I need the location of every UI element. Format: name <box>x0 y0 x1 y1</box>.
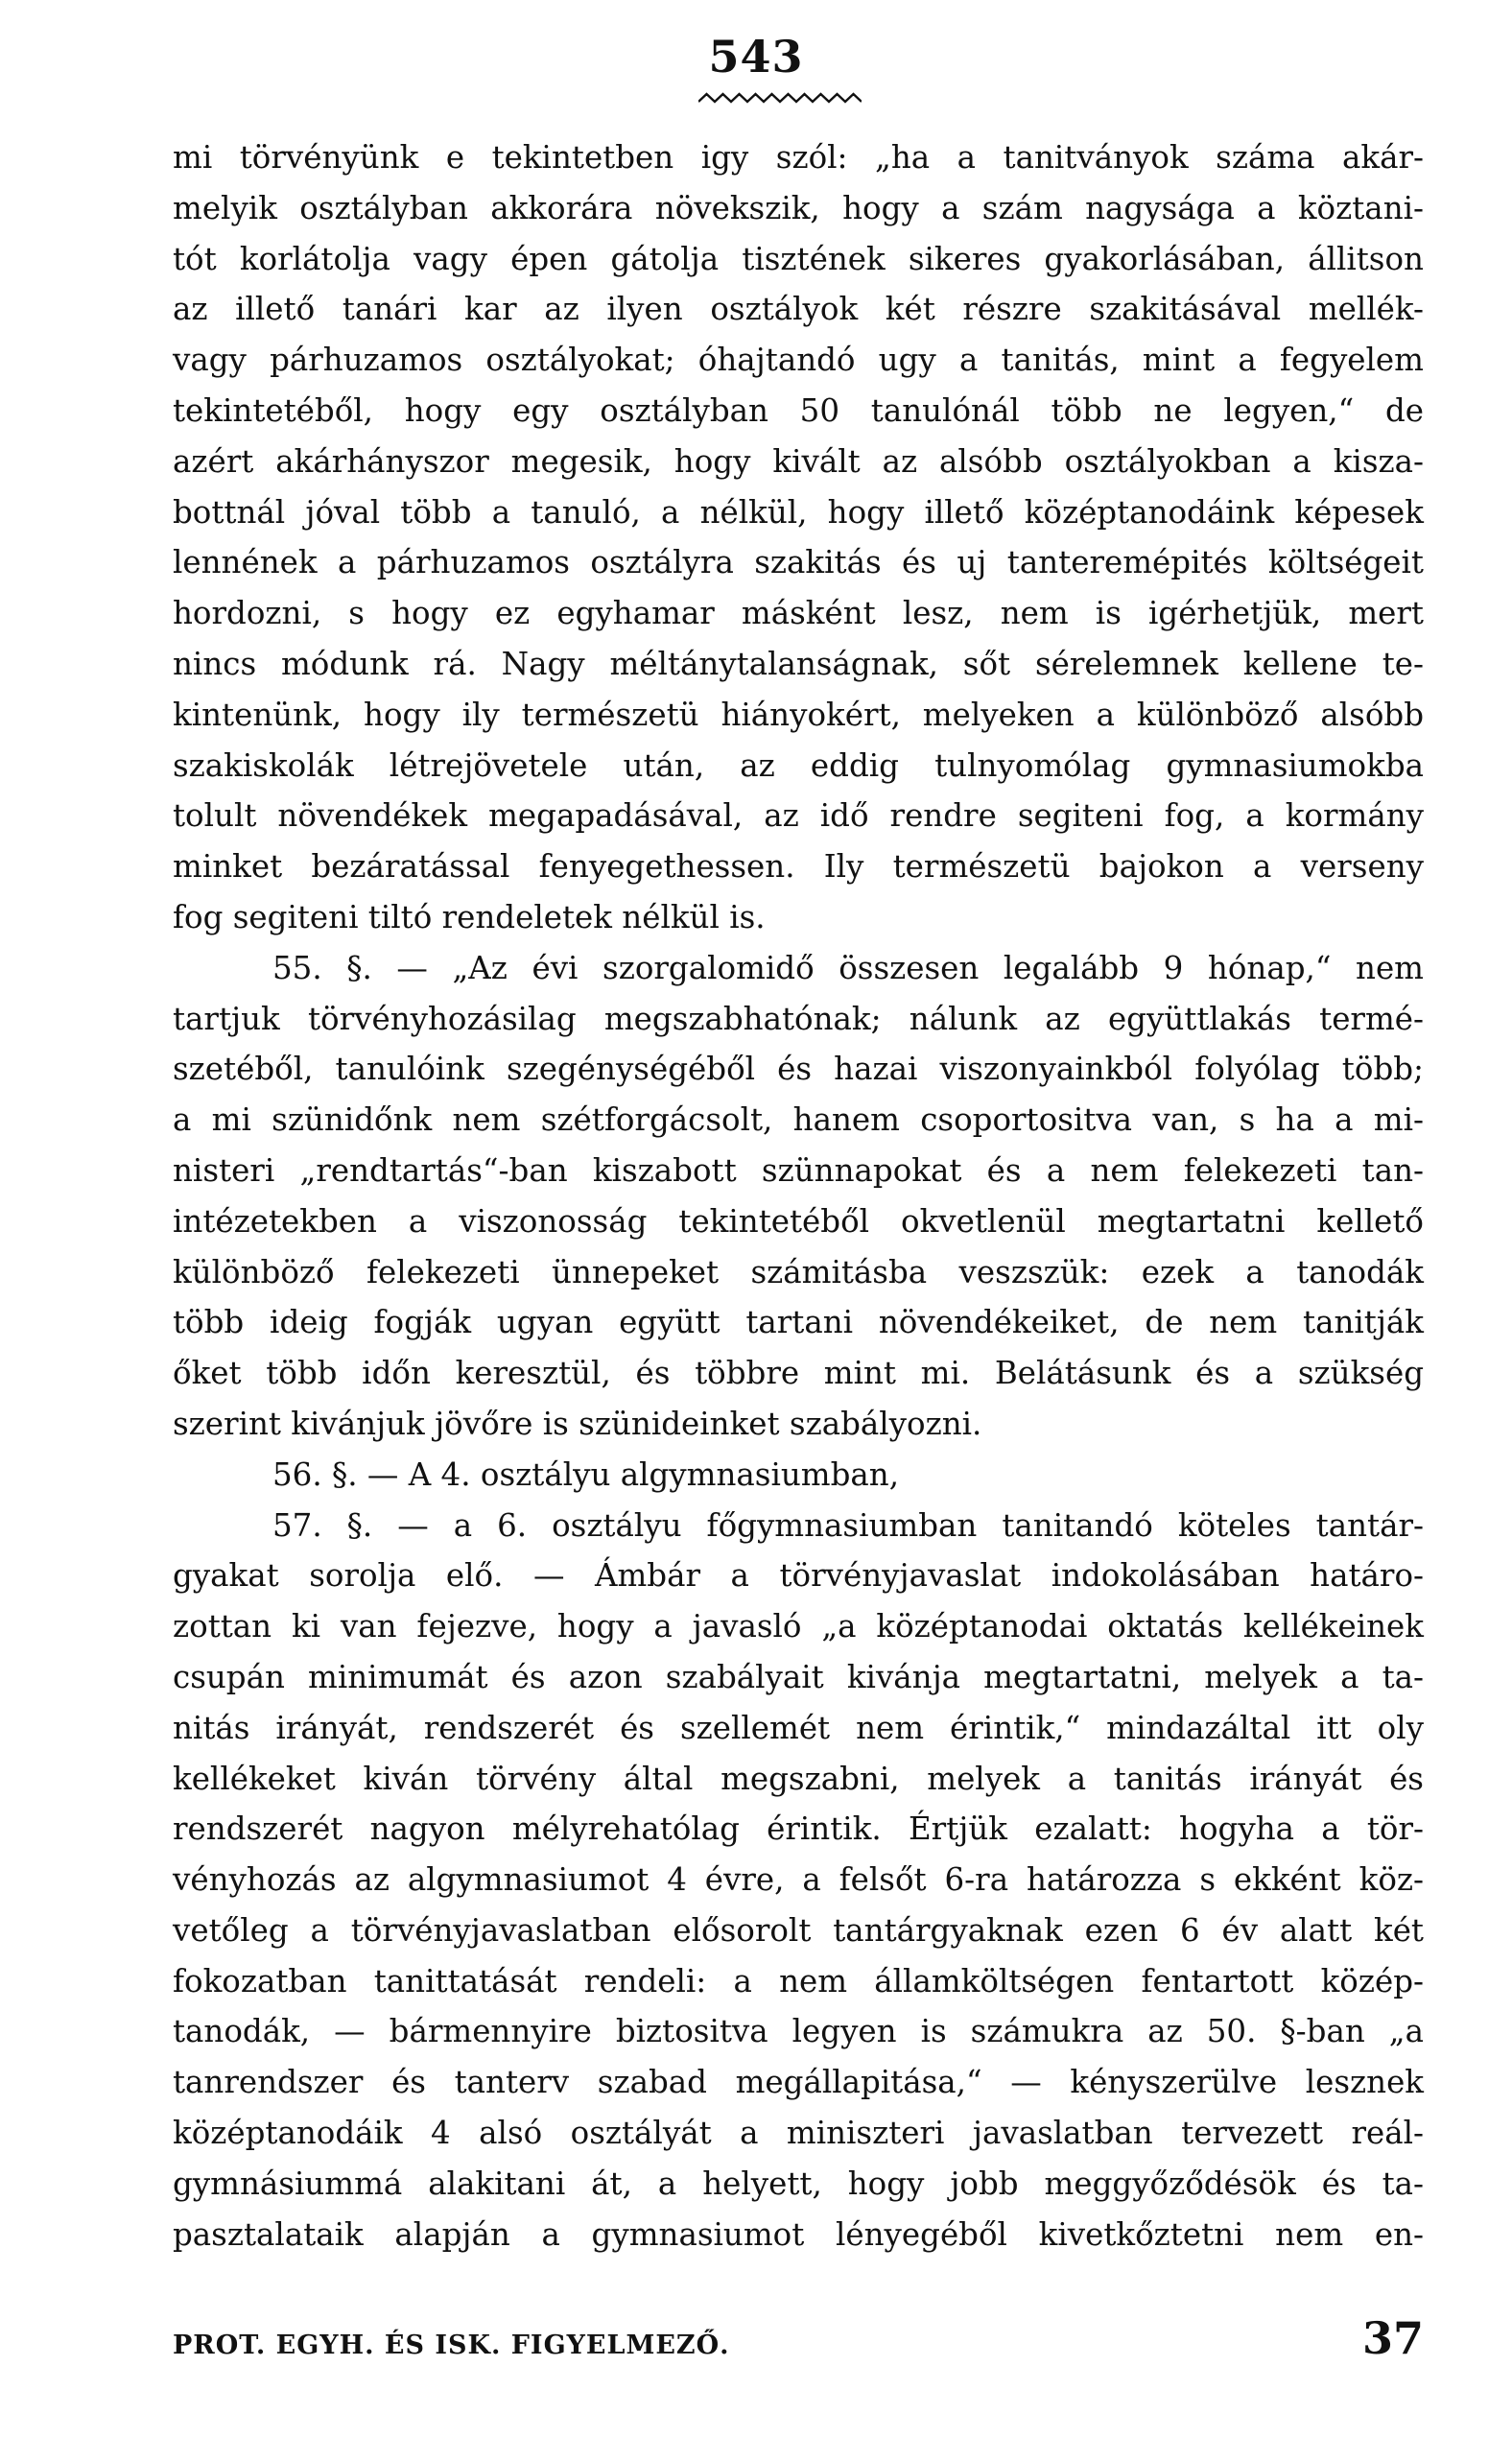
text-line: fog segiteni tiltó rendeletek nélkül is. <box>173 898 766 935</box>
text-line: kintenünk, hogy ily természetü hiányokért, melyeken a különböző alsóbb <box>173 696 1424 733</box>
text-line: nincs módunk rá. Nagy méltánytalanságnak, sőt sérelemnek kellene te- <box>173 645 1424 682</box>
text-line: nisteri „rendtartás“-ban kiszabott szünnapokat és a nem felekezeti tan- <box>173 1151 1424 1189</box>
text-line: több ideig fogják ugyan együtt tartani növendékeiket, de nem tanitják <box>173 1304 1424 1341</box>
text-line: gymnásiummá alakitani át, a helyett, hogy jobb meggyőződésök és ta- <box>173 2165 1424 2202</box>
text-line: gyakat sorolja elő. — Ámbár a törvényjavaslat indokolásában határo- <box>173 1557 1424 1595</box>
text-line: szakiskolák létrejövetele után, az eddig tulnyomólag gymnasiumokba <box>173 746 1424 784</box>
text-line: 57. §. — a 6. osztályu főgymnasiumban tanitandó köteles tantár- <box>272 1506 1424 1544</box>
text-line: intézetekben a viszonosság tekintetéből okvetlenül megtartatni kellető <box>173 1202 1424 1240</box>
text-line: nitás irányát, rendszerét és szellemét nem érintik,“ mindazáltal itt oly <box>173 1709 1424 1746</box>
text-line: azért akárhányszor megesik, hogy kivált az alsóbb osztályokban a kisza- <box>173 442 1424 480</box>
text-line: őket több időn keresztül, és többre mint mi. Belátásunk és a szükség <box>173 1355 1424 1392</box>
page-footer <box>173 2307 1424 2364</box>
text-line: vagy párhuzamos osztályokat; óhajtandó ugy a tanitás, mint a fegyelem <box>173 342 1424 379</box>
text-line: minket bezáratással fenyegethessen. Ily természetü bajokon a verseny <box>173 848 1424 886</box>
text-line: mi törvényünk e tekintetben igy szól: „ha a tanitványok száma akár- <box>173 139 1424 176</box>
signature-mark: 37 <box>1361 2312 1424 2364</box>
text-line: szetéből, tanulóink szegénységéből és hazai viszonyainkból folyólag több; <box>173 1051 1424 1088</box>
body-text <box>173 132 1424 2260</box>
text-line: vetőleg a törvényjavaslatban elősorolt tantárgyaknak ezen 6 év alatt két <box>173 1911 1424 1949</box>
text-line: 55. §. — „Az évi szorgalomidő összesen legalább 9 hónap,“ nem <box>272 949 1424 986</box>
text-line: tanrendszer és tanterv szabad megállapitása,“ — kényszerülve lesznek <box>173 2064 1424 2101</box>
text-line: tanodák, — bármennyire biztositva legyen is számukra az 50. §-ban „a <box>173 2013 1424 2050</box>
text-line: a mi szünidőnk nem szétforgácsolt, hanem csoportositva van, s ha a mi- <box>173 1101 1424 1139</box>
text-line: melyik osztályban akkorára növekszik, hogy a szám nagysága a köztani- <box>173 189 1424 226</box>
text-line: lennének a párhuzamos osztályra szakitás és uj tanteremépités költségeit <box>173 544 1424 581</box>
text-line: különböző felekezeti ünnepeket számitásba veszszük: ezek a tanodák <box>173 1253 1424 1290</box>
text-line: tolult növendékek megapadásával, az idő rendre segiteni fog, a kormány <box>173 797 1424 835</box>
page-number: 543 <box>708 31 804 83</box>
text-line: hordozni, s hogy ez egyhamar másként lesz, nem is igérhetjük, mert <box>173 595 1424 632</box>
text-line: tót korlátolja vagy épen gátolja tisztének sikeres gyakorlásában, állitson <box>173 240 1424 277</box>
text-line: rendszerét nagyon mélyrehatólag érintik. Értjük ezalatt: hogyha a tör- <box>173 1810 1424 1848</box>
text-line: vényhozás az algymnasiumot 4 évre, a felsőt 6-ra határozza s ekként köz- <box>173 1861 1424 1899</box>
text-line: zottan ki van fejezve, hogy a javasló „a középtanodai oktatás kellékeinek <box>173 1608 1424 1645</box>
text-line: tekintetéből, hogy egy osztályban 50 tanulónál több ne legyen,“ de <box>173 391 1424 429</box>
journal-title: PROT. EGYH. ÉS ISK. FIGYELMEZŐ. <box>173 2331 730 2360</box>
text-line: kellékeket kiván törvény által megszabni, melyek a tanitás irányát és <box>173 1760 1424 1797</box>
text-line: fokozatban tanittatását rendeli: a nem államköltségen fentartott közép- <box>173 1962 1424 2000</box>
text-line: pasztalataik alapján a gymnasiumot lényegéből kivetkőztetni nem en- <box>173 2215 1424 2253</box>
text-line: tartjuk törvényhozásilag megszabhatónak; nálunk az együttlakás termé- <box>173 1000 1424 1037</box>
text-line: az illető tanári kar az ilyen osztályok két részre szakitásával mellék- <box>173 291 1424 328</box>
text-line: szerint kivánjuk jövőre is szünideinket szabályozni. <box>173 1405 982 1442</box>
text-line: 56. §. — A 4. osztályu algymnasiumban, <box>272 1455 900 1493</box>
text-line: csupán minimumát és azon szabályait kivánja megtartatni, melyek a ta- <box>173 1658 1424 1695</box>
wavy-rule-ornament <box>698 92 862 111</box>
text-line: középtanodáik 4 alsó osztályát a miniszteri javaslatban tervezett reál- <box>173 2115 1424 2152</box>
text-line: bottnál jóval több a tanuló, a nélkül, hogy illető középtanodáink képesek <box>173 493 1424 531</box>
